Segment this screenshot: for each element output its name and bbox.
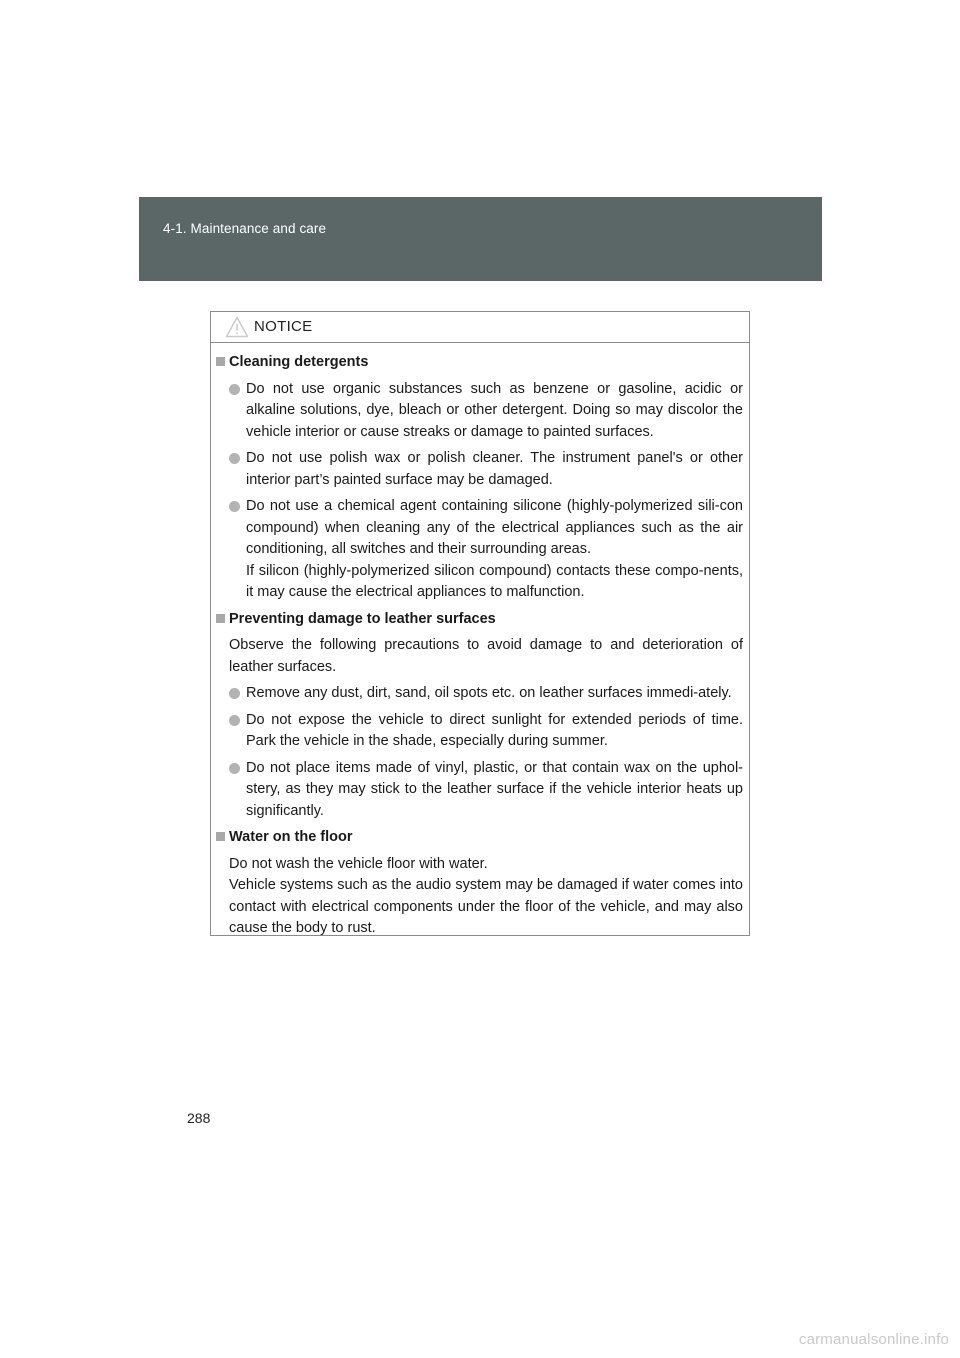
notice-body [211, 343, 749, 940]
page-number: 288 [187, 1110, 211, 1126]
section-title: 4-1. Maintenance and care [163, 221, 327, 236]
bullet-dot-icon [229, 384, 240, 395]
bullet-dot-icon [229, 453, 240, 464]
warning-triangle-icon [225, 316, 249, 338]
list-item: Do not use organic substances such as benzene or gasoline, acidic or alkaline solutions, dye, bleach or other detergent. Doing so may discolor the vehicle interior or cause streaks or damage to painted surfaces. [216, 379, 743, 444]
section-intro: Observe the following precautions to avoid damage to and deterioration of leather surfaces. [229, 637, 743, 675]
square-marker-icon [216, 832, 225, 841]
section-heading: Cleaning detergents [216, 352, 743, 374]
bullet-dot-icon [229, 688, 240, 699]
bullet-dot-icon [229, 715, 240, 726]
square-marker-icon [216, 614, 225, 623]
list-item: Do not expose the vehicle to direct sunlight for extended periods of time. Park the vehicle in the shade, especially during summer. [216, 710, 743, 753]
notice-title: NOTICE [254, 318, 313, 335]
list-item: Do not use a chemical agent containing silicone (highly-polymerized sili-con compound) when cleaning any of the electrical appliances such as the air conditioning, all switches and their surrounding areas. If silicon (highly-polymerized silicon compound) contacts these compo-nents, it may cause the electrical appliances to malfunction. [216, 496, 743, 604]
square-marker-icon [216, 357, 225, 366]
notice-header [211, 312, 749, 343]
section-paragraph: Do not wash the vehicle floor with water. Vehicle systems such as the audio system may be damaged if water comes into contact with electrical components under the floor of the vehicle, and may also cause the body to rust. [229, 855, 743, 936]
section-heading: Preventing damage to leather surfaces [216, 609, 743, 631]
section-water-on-floor [216, 827, 743, 940]
list-item: Do not use polish wax or polish cleaner. The instrument panel's or other interior part’s painted surface may be damaged. [216, 448, 743, 491]
bullet-dot-icon [229, 501, 240, 512]
bullet-dot-icon [229, 763, 240, 774]
section-cleaning-detergents [216, 352, 743, 604]
list-item: Remove any dust, dirt, sand, oil spots etc. on leather surfaces immedi-ately. [216, 683, 743, 705]
list-item: Do not place items made of vinyl, plastic, or that contain wax on the uphol-stery, as they may stick to the leather surface if the vehicle interior heats up significantly. [216, 758, 743, 823]
notice-box [210, 311, 750, 936]
section-leather-surfaces [216, 609, 743, 823]
watermark: carmanualsonline.info [798, 1331, 949, 1348]
section-heading: Water on the floor [216, 827, 743, 849]
chapter-header-band [139, 197, 822, 281]
